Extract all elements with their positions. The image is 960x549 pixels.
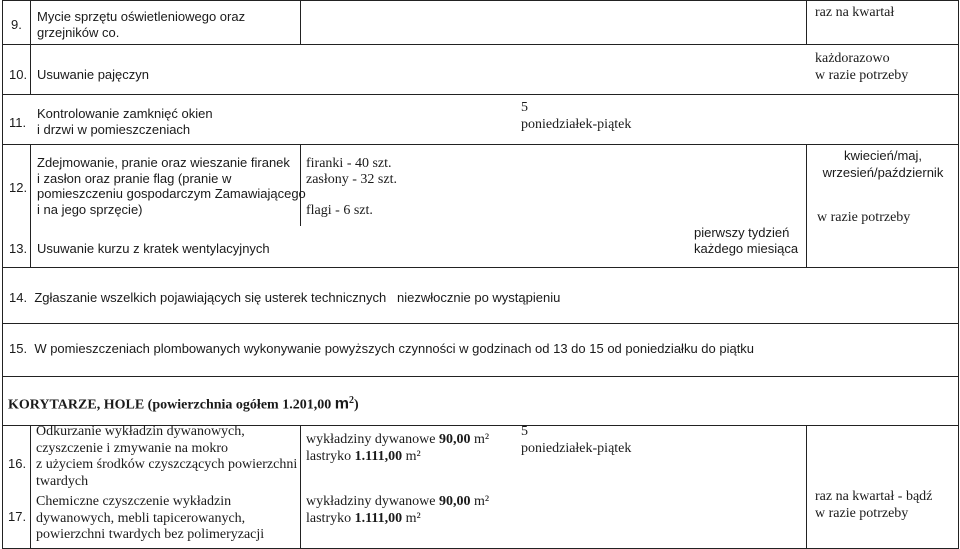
quantity-text: zasłony - 32 szt. (306, 172, 397, 187)
table-border (300, 425, 301, 549)
table-border (2, 0, 959, 1)
frequency-text: raz na kwartał (815, 5, 895, 20)
quantity-text: firanki - 40 szt. (306, 156, 392, 171)
table-border (806, 0, 807, 44)
task-description: Chemiczne czyszczenie wykładzin dywanowych, mebli tapicerowanych, powierzchni twardych bez polimeryzacji (36, 494, 265, 542)
quantity-text: wykładziny dywanowe 90,00 m² lastryko 1.111,00 m² (306, 432, 490, 464)
table-border (2, 267, 959, 268)
frequency-text: każdorazowo w razie potrzeby (815, 51, 909, 83)
frequency-text: raz na kwartał - bądź w razie potrzeby (815, 489, 933, 521)
row-number: 12. (9, 180, 28, 195)
quantity-text: flagi - 6 szt. (306, 203, 373, 218)
table-border (30, 0, 31, 94)
table-border (30, 425, 31, 549)
table-border (2, 44, 959, 45)
quantity-text: wykładziny dywanowe 90,00 m² lastryko 1.111,00 m² (306, 494, 490, 526)
row-number: 13. (9, 241, 28, 256)
task-description: Usuwanie kurzu z kratek wentylacyjnych (37, 241, 270, 256)
task-description: Mycie sprzętu oświetleniowego oraz grzejników co. (37, 9, 246, 40)
table-border (806, 144, 807, 267)
frequency-text: kwiecień/maj, wrzesień/październik (822, 148, 944, 180)
table-border (2, 323, 959, 324)
days-text: 5 poniedziałek-piątek (521, 424, 632, 456)
task-description: Usuwanie pajęczyn (37, 67, 150, 82)
row-number: 17. (8, 509, 27, 524)
table-border (300, 0, 301, 44)
task-description: Zdejmowanie, pranie oraz wieszanie firanek i zasłon oraz pranie flag (pranie w pomieszczeniu gospodarczym Zamawiającego i na jego sprzęcie) (37, 155, 306, 217)
row-number: 16. (8, 456, 27, 471)
frequency-text: w razie potrzeby (817, 210, 911, 225)
task-description: Kontrolowanie zamknięć okien i drzwi w pomieszczeniach (37, 106, 213, 137)
days-text: 5 poniedziałek-piątek (521, 100, 632, 132)
table-border (30, 144, 31, 267)
table-border (2, 94, 959, 95)
note-row: 15. W pomieszczeniach plombowanych wykonywanie powyższych czynności w godzinach od 13 do 15 od poniedziałku do piątku (9, 341, 755, 356)
row-number: 9. (11, 17, 22, 32)
note-row: 14. Zgłaszanie wszelkich pojawiających się usterek technicznych niezwłocznie po wystąpieniu (9, 290, 561, 305)
task-description: Odkurzanie wykładzin dywanowych, czyszczenie i zmywanie na mokro z użyciem środków czyszczących powierzchni twardych (36, 424, 298, 489)
row-number: 11. (9, 115, 27, 130)
table-border (958, 0, 959, 549)
table-border (2, 0, 3, 549)
table-border (2, 376, 959, 377)
row-number: 10. (9, 67, 28, 82)
days-text: pierwszy tydzień każdego miesiąca (694, 225, 799, 256)
section-heading: KORYTARZE, HOLE (powierzchnia ogółem 1.201,00 $m^2$) (8, 395, 359, 413)
table-border (2, 144, 959, 145)
table-border (806, 425, 807, 549)
